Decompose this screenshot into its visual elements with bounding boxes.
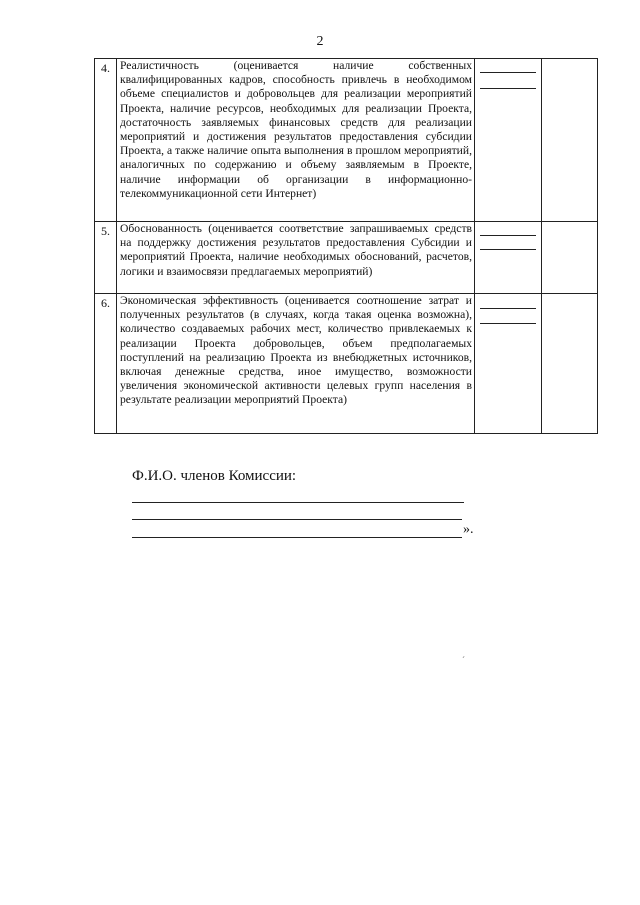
score-blank-line — [480, 88, 536, 89]
criterion-text: Обоснованность (оценивается соответствие запрашиваемых средств на поддержку достижения результатов предоставления Субсидии и мероприятий Проекта, наличие необходимых обоснований, расчетов, логики и взаимосвязи предлагаемых мероприятий) — [117, 222, 475, 294]
signature-line — [132, 519, 462, 520]
score-blank-line — [480, 72, 536, 73]
score-cell — [475, 59, 542, 222]
closing-quote: ». — [463, 522, 474, 537]
row-number: 5. — [95, 222, 117, 294]
score-blank-line — [480, 323, 536, 324]
row-number: 4. — [95, 59, 117, 222]
scan-mark: ˊ — [462, 655, 465, 665]
score-blank-line — [480, 249, 536, 250]
criterion-text: Экономическая эффективность (оценивается соотношение затрат и полученных результатов (в случаях, когда такая оценка возможна), количество создаваемых рабочих мест, количество привлекаемых к реализации Проекта добровольцев, объем предполагаемых поступлений на реализацию Проекта из внебюджетных источников, включая денежные средства, иное имущество, возможности увеличения экономической активности целевых групп населения в результате реализации мероприятий Проекта) — [117, 294, 475, 434]
row-number: 6. — [95, 294, 117, 434]
score-blank-line — [480, 308, 536, 309]
signature-line — [132, 502, 464, 503]
commission-title: Ф.И.О. членов Комиссии: — [132, 468, 297, 484]
signature-line — [132, 537, 462, 538]
criteria-table — [94, 58, 598, 434]
table-row — [95, 222, 598, 294]
score-cell — [475, 294, 542, 434]
weight-cell — [542, 222, 598, 294]
score-blank-line — [480, 235, 536, 236]
page-number: 2 — [316, 34, 324, 49]
table-row — [95, 59, 598, 222]
weight-cell — [542, 59, 598, 222]
criterion-text: Реалистичность (оценивается наличие собственных квалифицированных кадров, способность привлечь в необходимом объеме специалистов и добровольцев для реализации мероприятий Проекта, наличие ресурсов, необходимых для реализации Проекта, достаточность заявляемых финансовых средств для реализации мероприятий и достижения результатов предоставления субсидии Проекта, а также наличие опыта выполнения в прошлом мероприятий, аналогичных по содержанию и объему заявляемым в Проекте, наличие информации об организации в информационно-телекоммуникационной сети Интернет) — [117, 59, 475, 222]
score-cell — [475, 222, 542, 294]
table-row — [95, 294, 598, 434]
weight-cell — [542, 294, 598, 434]
